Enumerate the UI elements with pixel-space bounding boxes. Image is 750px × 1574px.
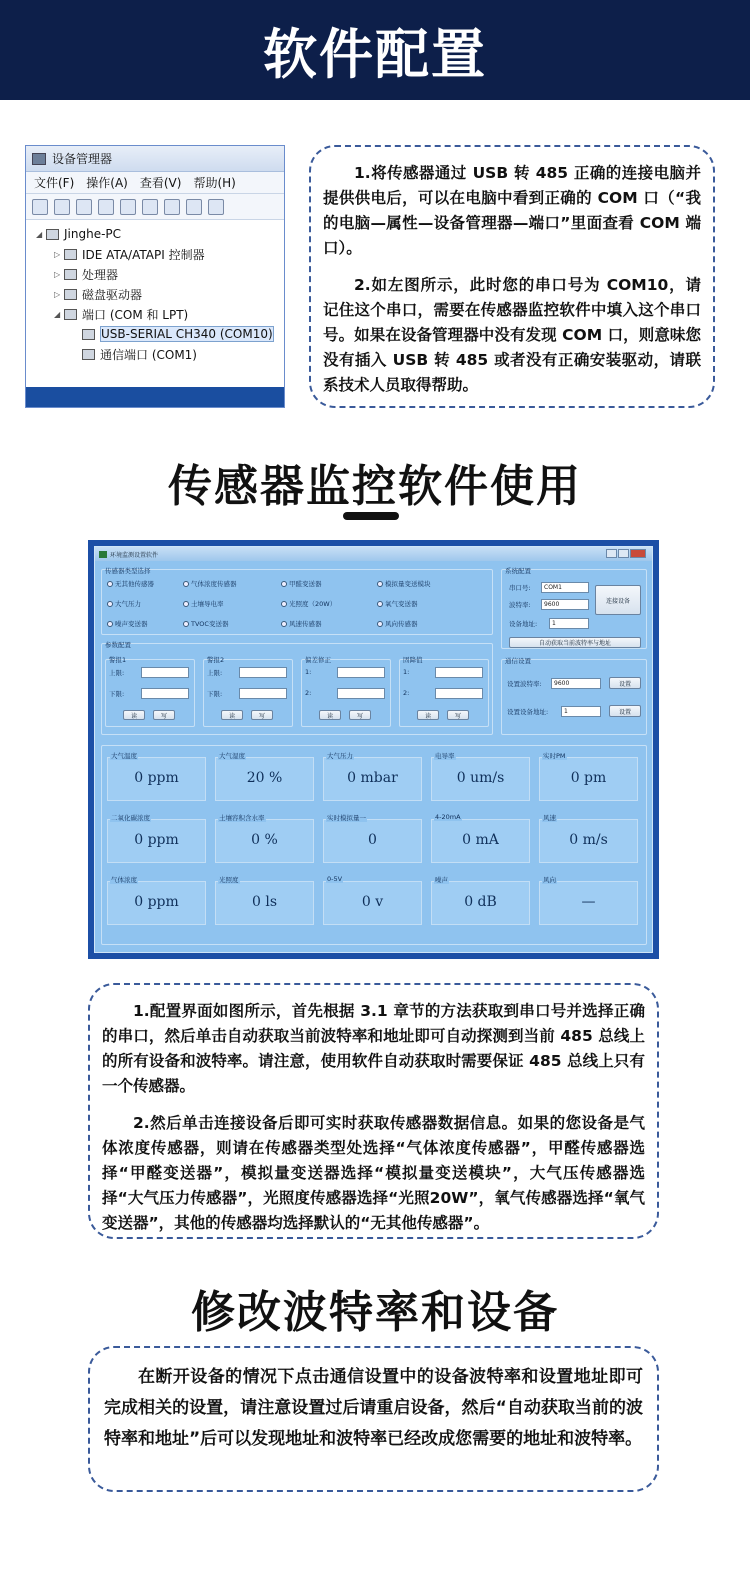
radio-icon[interactable] <box>377 601 383 607</box>
param-row-label: 上限: <box>207 669 223 677</box>
expand-arrow-icon[interactable]: ▷ <box>54 289 61 299</box>
radio-icon[interactable] <box>281 581 287 587</box>
param-row-label: 1: <box>403 668 410 676</box>
reading-title: 风速 <box>543 814 556 822</box>
device-tree-label: 通信端口 (COM1) <box>100 347 197 362</box>
device-manager-window <box>25 145 285 408</box>
device-icon <box>82 349 95 360</box>
reading-title: 土壤容积含水率 <box>219 814 265 822</box>
reading-value: 20 % <box>246 770 283 786</box>
reading-title: 气体浓度 <box>111 876 137 884</box>
reading-title: 电导率 <box>435 752 455 760</box>
connect-button[interactable]: 连接设备 <box>595 585 641 615</box>
device-tree-label: 磁盘驱动器 <box>82 287 143 302</box>
reading-card <box>107 876 206 925</box>
sensor-type-label: 风向传感器 <box>385 620 418 628</box>
radio-icon[interactable] <box>183 621 189 627</box>
reading-card <box>431 813 530 863</box>
reading-card <box>107 752 206 801</box>
device-manager-title: 设备管理器 <box>52 152 113 166</box>
set-address-input[interactable]: 1 <box>561 706 601 717</box>
sensor-type-radio[interactable] <box>107 619 148 628</box>
device-tree-item[interactable] <box>36 244 284 264</box>
reading-value: 0 m/s <box>569 832 608 848</box>
write-button[interactable]: 写 <box>349 710 371 720</box>
write-button[interactable]: 写 <box>447 710 469 720</box>
radio-icon[interactable] <box>183 581 189 587</box>
device-manager-menubar <box>26 172 284 194</box>
software-client <box>94 546 653 953</box>
reading-value: 0 ppm <box>134 894 179 910</box>
set-baud-label: 设置波特率: <box>507 680 542 688</box>
sensor-type-radio[interactable] <box>377 599 418 608</box>
param-input-2[interactable] <box>141 688 189 699</box>
properties-icon[interactable] <box>76 199 92 215</box>
param-subgroup-label: 警报2 <box>207 656 225 664</box>
address-label: 设备地址: <box>509 620 538 628</box>
radio-icon[interactable] <box>377 621 383 627</box>
reading-title: 噪声 <box>435 876 448 884</box>
radio-icon[interactable] <box>377 581 383 587</box>
param-input-1[interactable] <box>239 667 287 678</box>
reading-value: 0 v <box>361 894 384 910</box>
set-address-label: 设置设备地址: <box>507 708 549 716</box>
reading-title: 0-5V <box>327 875 343 883</box>
radio-icon[interactable] <box>281 621 287 627</box>
param-input-1[interactable] <box>141 667 189 678</box>
sensor-type-label: 噪声变送器 <box>115 620 148 628</box>
config-paragraph-2: 2.然后单击连接设备后即可实时获取传感器数据信息。如果的您设备是气体浓度传感器，则请在传感器类型处选择“气体浓度传感器”，甲醛传感器选择“甲醛变送器”，模拟量变送器选择“模拟量变送模块”，大气压传感器选择“大气压力传感器”，光照度传感器选择“光照20W”，氧气传感器选择“氧气变送器”，其他的传感器均选择默认的“无其他传感器”。 <box>102 1114 645 1232</box>
set-baud-select[interactable]: 9600 <box>551 678 601 689</box>
app-icon <box>99 551 107 558</box>
device-icon <box>64 269 77 280</box>
reading-card <box>323 875 422 925</box>
param-row-label: 下限: <box>207 690 223 698</box>
list-icon[interactable] <box>98 199 114 215</box>
reading-card <box>323 814 422 863</box>
read-button[interactable]: 读 <box>319 710 341 720</box>
software-title: 环境监测设置软件 <box>110 551 159 559</box>
reading-title: 实时PM <box>543 752 566 760</box>
param-input-2[interactable] <box>239 688 287 699</box>
back-icon[interactable] <box>32 199 48 215</box>
view-icon[interactable] <box>142 199 158 215</box>
param-subgroup-label: 偏差修正 <box>305 656 331 664</box>
device-tree-label: USB-SERIAL CH340 (COM10) <box>101 327 273 341</box>
device-manager-titlebar <box>26 146 284 172</box>
sensor-type-radio[interactable] <box>281 599 336 608</box>
reading-value: 0 pm <box>570 770 607 786</box>
expand-arrow-icon[interactable]: ◢ <box>54 309 61 319</box>
sensor-type-radio[interactable] <box>281 619 322 628</box>
reading-value: 0 ls <box>251 894 278 910</box>
baud-paragraph: 在断开设备的情况下点击通信设置中的设备波特率和设置地址即可完成相关的设置，请注意设置过后请重启设备，然后“自动获取当前的波特率和地址”后可以发现地址和波特率已经改成您需要的地址和波特率。 <box>104 1367 643 1449</box>
read-button[interactable]: 读 <box>417 710 439 720</box>
minimize-icon[interactable] <box>606 549 617 558</box>
baud-label: 波特率: <box>509 601 531 609</box>
reading-value: 0 mA <box>462 832 499 848</box>
sensor-type-radio[interactable] <box>377 619 418 628</box>
expand-arrow-icon[interactable]: ◢ <box>36 229 43 239</box>
device-tree-item[interactable] <box>36 224 284 244</box>
reading-card <box>323 752 422 801</box>
banner-title: 软件配置 <box>263 22 487 86</box>
param-row-label: 2: <box>305 689 312 697</box>
sensor-type-label: 光照度（20W） <box>289 600 337 608</box>
device-tree-item[interactable] <box>36 344 284 364</box>
reading-title: 光照度 <box>219 876 239 884</box>
help-icon[interactable] <box>120 199 136 215</box>
forward-icon[interactable] <box>54 199 70 215</box>
config-paragraph-1: 1.配置界面如图所示，首先根据 3.1 章节的方法获取到串口号并选择正确的串口，然后单击自动获取当前波特率和地址即可自动探测到当前 485 总线上的所有设备和波特率。请注意，使用软件自动获取时需要保证 485 总线上只有一个传感器。 <box>102 1002 645 1095</box>
device-tree-item[interactable] <box>36 324 284 344</box>
comm-settings-label: 通信设置 <box>505 657 531 665</box>
update-driver-icon[interactable] <box>186 199 202 215</box>
reading-title: 4-20mA <box>435 813 461 821</box>
port-input[interactable]: COM1 <box>541 582 589 593</box>
read-button[interactable]: 读 <box>221 710 243 720</box>
address-input[interactable]: 1 <box>549 618 589 629</box>
param-subgroup-label: 警报1 <box>109 656 127 664</box>
maximize-icon[interactable] <box>618 549 629 558</box>
reading-card <box>215 876 314 925</box>
reading-value: 0 mbar <box>347 770 398 786</box>
sensor-type-label: 风速传感器 <box>289 620 322 628</box>
reading-card <box>431 876 530 925</box>
reading-title: 风向 <box>543 876 556 884</box>
param-row-label: 2: <box>403 689 410 697</box>
radio-icon[interactable] <box>183 601 189 607</box>
param-subgroup-label: 固降值 <box>403 656 423 664</box>
menu-help[interactable]: 帮助(H) <box>193 176 236 190</box>
reading-card <box>431 752 530 801</box>
sensor-type-radio[interactable] <box>107 579 154 588</box>
sensor-type-label: 模拟量变送模块 <box>385 580 431 588</box>
sensor-type-radio[interactable] <box>377 579 431 588</box>
reading-value: 0 ppm <box>134 770 179 786</box>
device-icon <box>64 309 77 320</box>
sensor-type-label: 土壤导电率 <box>191 600 224 608</box>
menu-action[interactable]: 操作(A) <box>86 176 128 190</box>
software-window <box>88 540 659 959</box>
expand-arrow-icon[interactable]: ▷ <box>54 249 61 259</box>
heading-underline <box>343 512 399 520</box>
device-icon <box>82 329 95 340</box>
info-box-config <box>88 983 659 1239</box>
reading-value: 0 <box>368 832 377 848</box>
param-row-label: 下限: <box>109 690 125 698</box>
reading-title: 大气湿度 <box>219 752 245 760</box>
reading-title: 实时模拟量一 <box>327 814 366 822</box>
device-tree-item[interactable] <box>36 284 284 304</box>
section-heading-software: 传感器监控软件使用 <box>168 461 582 512</box>
sensor-type-label: 甲醛变送器 <box>289 580 322 588</box>
set-baud-button[interactable]: 设置 <box>609 677 641 689</box>
reading-value: 0 ppm <box>134 832 179 848</box>
scan-icon[interactable] <box>164 199 180 215</box>
sensor-type-radio[interactable] <box>183 599 224 608</box>
top-banner <box>0 0 750 100</box>
reading-card <box>215 752 314 801</box>
info-paragraph-2: 2.如左图所示，此时您的串口号为 COM10，请记住这个串口，需要在传感器监控软件中填入这个串口号。如果在设备管理器中没有发现 COM 口，则意味您没有插入 USB 转 485 或者没有正确安装驱动，请联系技术人员取得帮助。 <box>323 276 701 394</box>
uninstall-icon[interactable] <box>208 199 224 215</box>
sensor-type-label: 氧气变送器 <box>385 600 418 608</box>
device-manager-statusbar <box>26 387 285 407</box>
reading-title: 大气压力 <box>327 752 353 760</box>
device-tree-label: IDE ATA/ATAPI 控制器 <box>82 247 205 262</box>
sensor-group-label: 传感器类型选择 <box>105 567 151 575</box>
param-input-2[interactable] <box>337 688 385 699</box>
comm-settings-group <box>501 659 647 735</box>
radio-icon[interactable] <box>107 581 113 587</box>
sensor-type-radio[interactable] <box>183 579 237 588</box>
reading-value: — <box>581 894 596 910</box>
sensor-type-label: 气体浓度传感器 <box>191 580 237 588</box>
device-tree-item[interactable] <box>36 264 284 284</box>
reading-card <box>539 752 638 801</box>
close-icon[interactable] <box>630 549 646 558</box>
sensor-type-label: 大气压力 <box>115 600 141 608</box>
sensor-type-radio[interactable] <box>183 619 228 628</box>
menu-file[interactable]: 文件(F) <box>34 176 75 190</box>
radio-icon[interactable] <box>107 601 113 607</box>
radio-icon[interactable] <box>281 601 287 607</box>
device-tree-label: 端口 (COM 和 LPT) <box>82 307 189 322</box>
info-box-baud <box>88 1346 659 1492</box>
param-row-label: 上限: <box>109 669 125 677</box>
reading-card <box>215 814 314 863</box>
set-address-button[interactable]: 设置 <box>609 705 641 717</box>
menu-view[interactable]: 查看(V) <box>139 176 182 190</box>
reading-card <box>539 814 638 863</box>
device-tree-label: 处理器 <box>82 267 119 282</box>
param-input-1[interactable] <box>337 667 385 678</box>
device-icon <box>64 249 77 260</box>
param-config-label: 参数配置 <box>105 641 131 649</box>
reading-card <box>539 876 638 925</box>
sensor-type-label: TVOC变送器 <box>191 620 229 628</box>
system-config-label: 系统配置 <box>505 567 531 575</box>
reading-value: 0 um/s <box>456 770 505 786</box>
info-paragraph-1: 1.将传感器通过 USB 转 485 正确的连接电脑并提供供电后，可以在电脑中看到正确的 COM 口（“我的电脑—属性—设备管理器—端口”里面查看 COM 端口）。 <box>323 164 701 257</box>
reading-value: 0 % <box>251 832 278 848</box>
info-box-com-port <box>309 145 715 408</box>
param-row-label: 1: <box>305 668 312 676</box>
radio-icon[interactable] <box>107 621 113 627</box>
param-input-2[interactable] <box>435 688 483 699</box>
reading-title: 二氧化碳浓度 <box>111 814 150 822</box>
sensor-type-label: 无其他传感器 <box>115 580 154 588</box>
param-input-1[interactable] <box>435 667 483 678</box>
software-titlebar <box>95 547 652 561</box>
device-manager-toolbar <box>26 194 284 220</box>
baud-input[interactable]: 9600 <box>541 599 589 610</box>
device-tree-item[interactable] <box>36 304 284 324</box>
reading-title: 大气温度 <box>111 752 137 760</box>
auto-detect-button[interactable]: 自动获取当前波特率与地址 <box>509 637 641 648</box>
write-button[interactable]: 写 <box>251 710 273 720</box>
reading-value: 0 dB <box>464 894 497 910</box>
expand-arrow-icon[interactable]: ▷ <box>54 269 61 279</box>
write-button[interactable]: 写 <box>153 710 175 720</box>
device-tree <box>26 220 284 364</box>
device-tree-label: Jinghe-PC <box>64 227 122 241</box>
device-icon <box>46 229 59 240</box>
sensor-type-radio[interactable] <box>107 599 141 608</box>
computer-icon <box>32 153 46 165</box>
device-icon <box>64 289 77 300</box>
reading-card <box>107 814 206 863</box>
sensor-type-radio[interactable] <box>281 579 322 588</box>
section-heading-baud: 修改波特率和设备 <box>191 1287 559 1338</box>
port-label: 串口号: <box>509 584 531 592</box>
read-button[interactable]: 读 <box>123 710 145 720</box>
